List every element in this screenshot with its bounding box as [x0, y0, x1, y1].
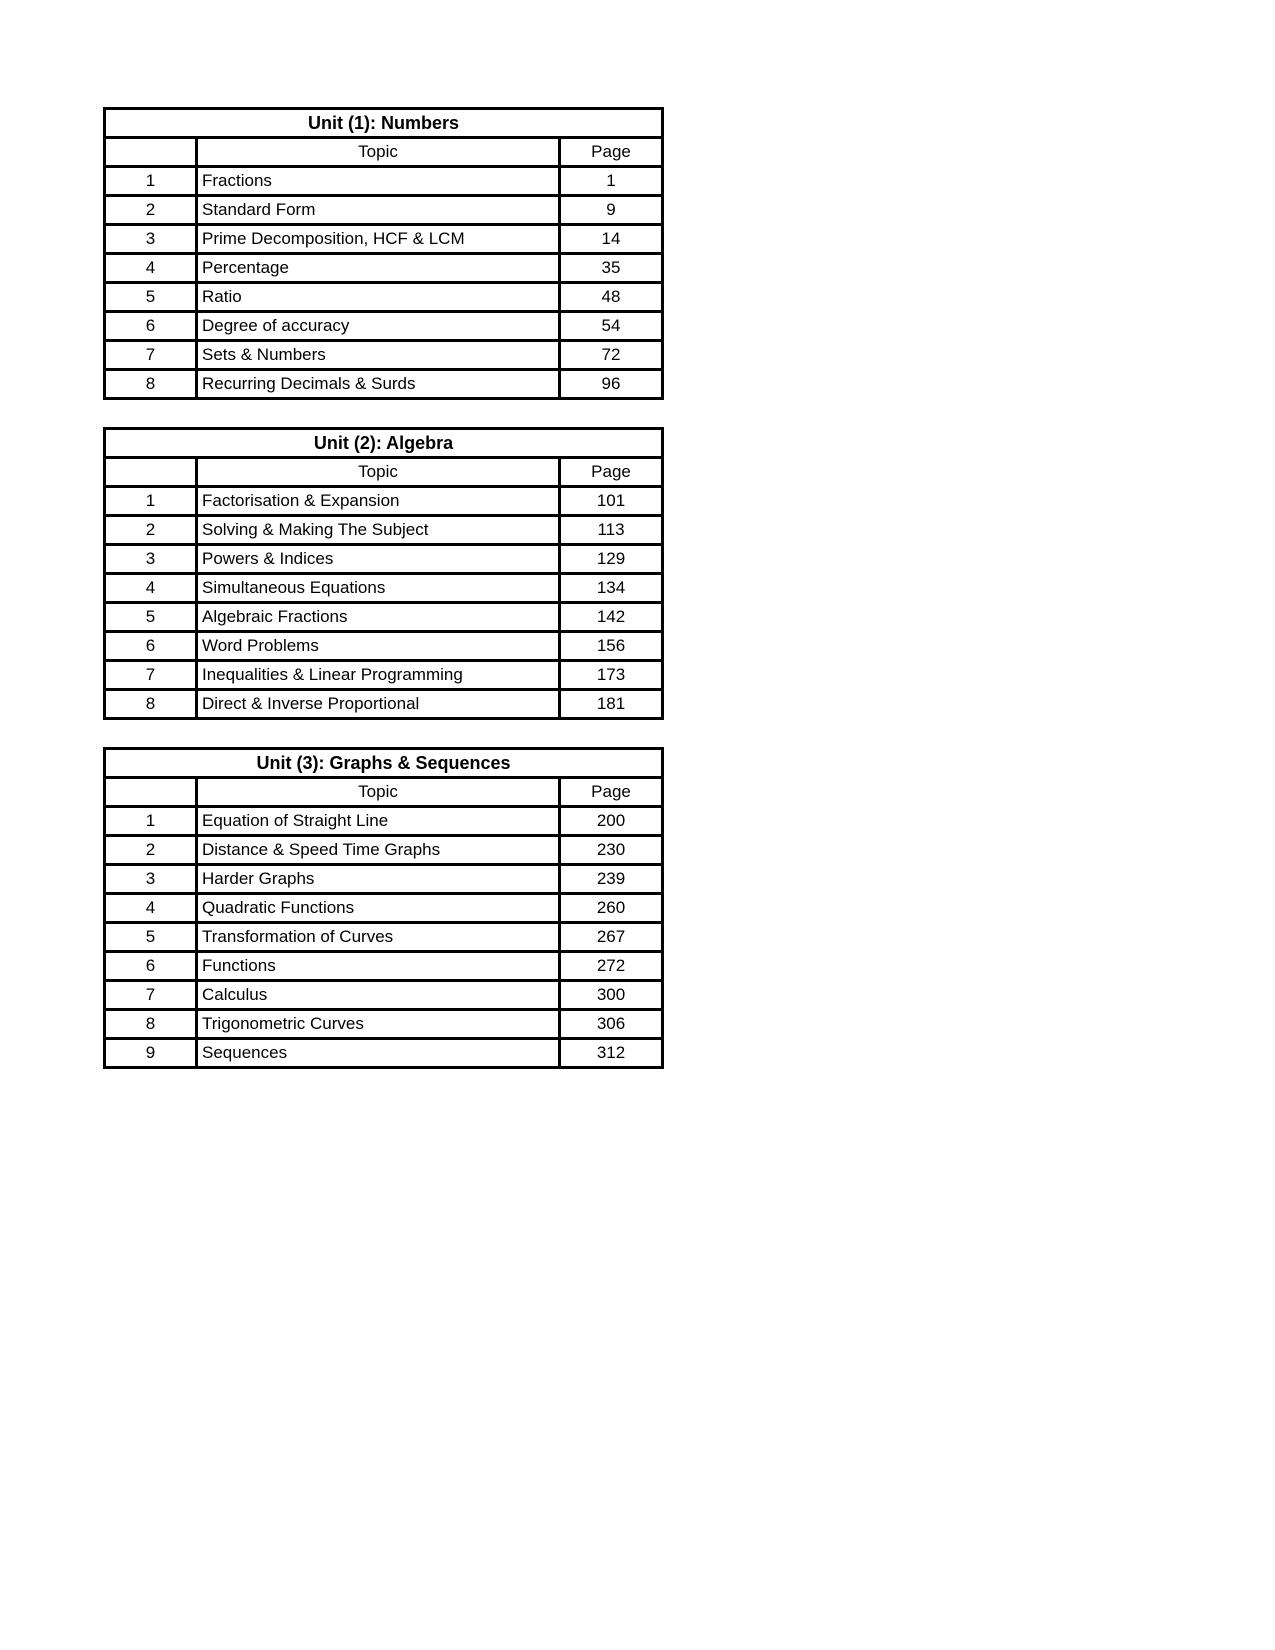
row-number-cell: 7 — [105, 661, 197, 690]
topic-cell: Fractions — [197, 167, 560, 196]
page-number-cell: 267 — [560, 923, 663, 952]
page-number-cell: 48 — [560, 283, 663, 312]
table-title: Unit (3): Graphs & Sequences — [105, 749, 663, 778]
page-column-header: Page — [560, 138, 663, 167]
row-number-cell: 8 — [105, 370, 197, 399]
topic-cell: Harder Graphs — [197, 865, 560, 894]
topic-cell: Powers & Indices — [197, 545, 560, 574]
table-row — [105, 923, 663, 952]
table-row — [105, 1039, 663, 1068]
topic-cell: Solving & Making The Subject — [197, 516, 560, 545]
row-number-cell: 7 — [105, 341, 197, 370]
topic-cell: Transformation of Curves — [197, 923, 560, 952]
topic-cell: Quadratic Functions — [197, 894, 560, 923]
topic-column-header: Topic — [197, 458, 560, 487]
table-row — [105, 981, 663, 1010]
page-number-cell: 300 — [560, 981, 663, 1010]
row-number-cell: 2 — [105, 836, 197, 865]
topic-cell: Factorisation & Expansion — [197, 487, 560, 516]
table-row — [105, 283, 663, 312]
topic-cell: Distance & Speed Time Graphs — [197, 836, 560, 865]
row-number-cell: 6 — [105, 632, 197, 661]
page-number-cell: 14 — [560, 225, 663, 254]
page-number-cell: 54 — [560, 312, 663, 341]
row-number-cell: 4 — [105, 254, 197, 283]
row-number-cell: 3 — [105, 225, 197, 254]
unit-3-table — [103, 747, 664, 1069]
table-row — [105, 545, 663, 574]
topic-cell: Percentage — [197, 254, 560, 283]
topic-cell: Word Problems — [197, 632, 560, 661]
page-number-cell: 142 — [560, 603, 663, 632]
topic-column-header: Topic — [197, 778, 560, 807]
column-header-row — [105, 778, 663, 807]
topic-cell: Algebraic Fractions — [197, 603, 560, 632]
table-row — [105, 574, 663, 603]
num-column-header — [105, 458, 197, 487]
document-page — [103, 107, 664, 1096]
row-number-cell: 6 — [105, 312, 197, 341]
table-row — [105, 952, 663, 981]
page-number-cell: 260 — [560, 894, 663, 923]
page-number-cell: 1 — [560, 167, 663, 196]
table-row — [105, 690, 663, 719]
row-number-cell: 5 — [105, 603, 197, 632]
table-row — [105, 225, 663, 254]
row-number-cell: 1 — [105, 167, 197, 196]
table-row — [105, 312, 663, 341]
table-row — [105, 487, 663, 516]
topic-cell: Sequences — [197, 1039, 560, 1068]
topic-cell: Functions — [197, 952, 560, 981]
page-number-cell: 306 — [560, 1010, 663, 1039]
row-number-cell: 4 — [105, 574, 197, 603]
page-number-cell: 156 — [560, 632, 663, 661]
row-number-cell: 5 — [105, 283, 197, 312]
unit-1-table — [103, 107, 664, 400]
table-row — [105, 341, 663, 370]
num-column-header — [105, 138, 197, 167]
table-row — [105, 603, 663, 632]
table-row — [105, 196, 663, 225]
row-number-cell: 2 — [105, 516, 197, 545]
page-number-cell: 113 — [560, 516, 663, 545]
row-number-cell: 6 — [105, 952, 197, 981]
column-header-row — [105, 458, 663, 487]
table-row — [105, 865, 663, 894]
topic-cell: Recurring Decimals & Surds — [197, 370, 560, 399]
column-header-row — [105, 138, 663, 167]
row-number-cell: 8 — [105, 1010, 197, 1039]
page-number-cell: 181 — [560, 690, 663, 719]
topic-cell: Simultaneous Equations — [197, 574, 560, 603]
page-number-cell: 134 — [560, 574, 663, 603]
page-number-cell: 96 — [560, 370, 663, 399]
row-number-cell: 3 — [105, 865, 197, 894]
page-number-cell: 129 — [560, 545, 663, 574]
table-row — [105, 1010, 663, 1039]
page-number-cell: 239 — [560, 865, 663, 894]
table-title: Unit (1): Numbers — [105, 109, 663, 138]
table-title-row — [105, 429, 663, 458]
table-title-row — [105, 109, 663, 138]
table-row — [105, 370, 663, 399]
table-row — [105, 632, 663, 661]
row-number-cell: 9 — [105, 1039, 197, 1068]
table-row — [105, 894, 663, 923]
page-number-cell: 72 — [560, 341, 663, 370]
topic-cell: Calculus — [197, 981, 560, 1010]
page-column-header: Page — [560, 778, 663, 807]
unit-2-table — [103, 427, 664, 720]
table-row — [105, 807, 663, 836]
topic-cell: Trigonometric Curves — [197, 1010, 560, 1039]
topic-column-header: Topic — [197, 138, 560, 167]
page-number-cell: 230 — [560, 836, 663, 865]
row-number-cell: 5 — [105, 923, 197, 952]
table-row — [105, 254, 663, 283]
table-title-row — [105, 749, 663, 778]
row-number-cell: 7 — [105, 981, 197, 1010]
table-row — [105, 167, 663, 196]
table-row — [105, 661, 663, 690]
row-number-cell: 1 — [105, 807, 197, 836]
table-row — [105, 836, 663, 865]
page-number-cell: 200 — [560, 807, 663, 836]
topic-cell: Direct & Inverse Proportional — [197, 690, 560, 719]
row-number-cell: 3 — [105, 545, 197, 574]
page-number-cell: 272 — [560, 952, 663, 981]
page-number-cell: 312 — [560, 1039, 663, 1068]
page-column-header: Page — [560, 458, 663, 487]
page-number-cell: 9 — [560, 196, 663, 225]
topic-cell: Ratio — [197, 283, 560, 312]
row-number-cell: 2 — [105, 196, 197, 225]
topic-cell: Degree of accuracy — [197, 312, 560, 341]
topic-cell: Inequalities & Linear Programming — [197, 661, 560, 690]
table-row — [105, 516, 663, 545]
topic-cell: Prime Decomposition, HCF & LCM — [197, 225, 560, 254]
topic-cell: Sets & Numbers — [197, 341, 560, 370]
row-number-cell: 4 — [105, 894, 197, 923]
table-title: Unit (2): Algebra — [105, 429, 663, 458]
topic-cell: Standard Form — [197, 196, 560, 225]
num-column-header — [105, 778, 197, 807]
topic-cell: Equation of Straight Line — [197, 807, 560, 836]
row-number-cell: 8 — [105, 690, 197, 719]
row-number-cell: 1 — [105, 487, 197, 516]
page-number-cell: 173 — [560, 661, 663, 690]
page-number-cell: 35 — [560, 254, 663, 283]
page-number-cell: 101 — [560, 487, 663, 516]
